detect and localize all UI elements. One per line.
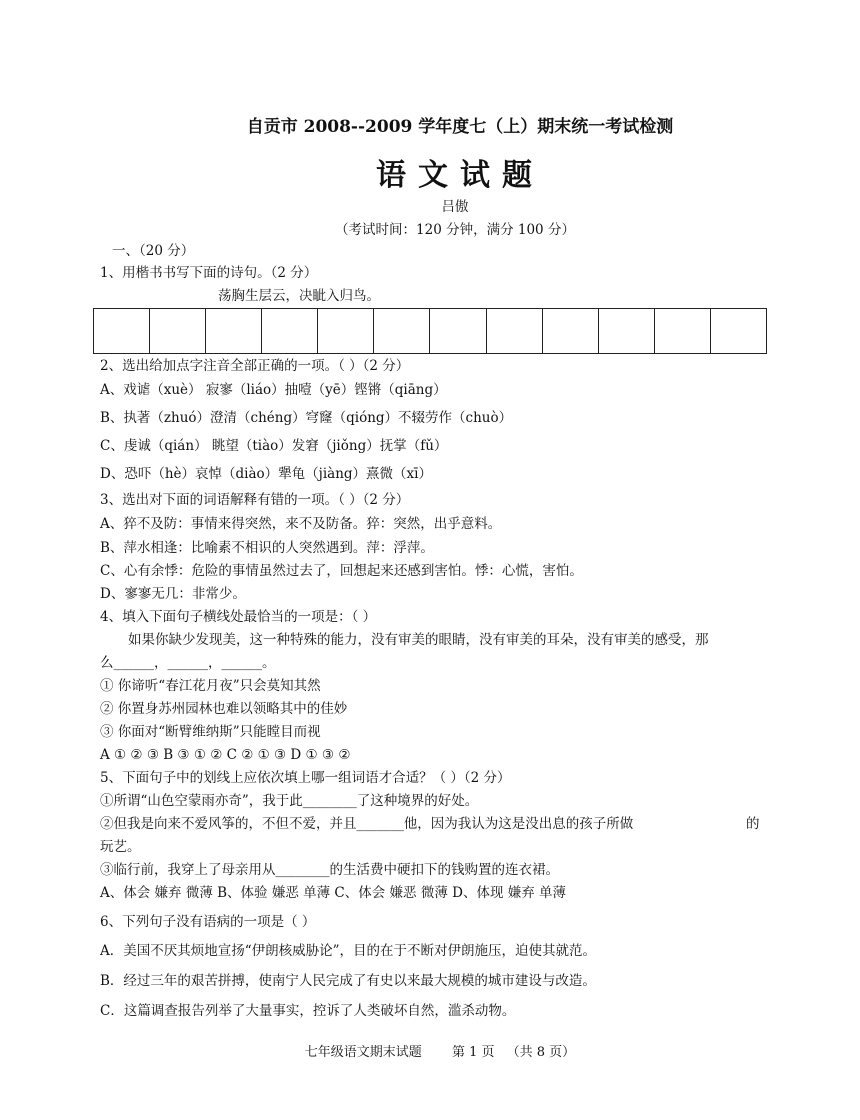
subject-title: 语文试题 — [376, 158, 544, 193]
q5-sentence-2: ②但我是向来不爱风筝的，不但不爱，并且_______他，因为我认为这是没出息的孩子所做 — [100, 816, 634, 832]
exam-info: （考试时间：120 分钟，满分 100 分） — [335, 222, 575, 238]
section-heading: 一、（20 分） — [112, 243, 195, 259]
q3-option-c: C、心有余悸：危险的事情虽然过去了，回想起来还感到害怕。悸：心慌，害怕。 — [100, 563, 583, 579]
q4-item-3: ③ 你面对“断臂维纳斯”只能瞠目而视 — [100, 724, 321, 740]
q5-choices: A、体会 嫌弃 微薄 B、体验 嫌恶 单薄 C、体会 嫌恶 微薄 D、体现 嫌弃 单薄 — [100, 885, 567, 901]
footer-course: 七年级语文期末试题 — [304, 1045, 422, 1060]
q3-option-b: B、萍水相逢：比喻素不相识的人突然遇到。萍：浮萍。 — [100, 540, 434, 556]
q5-sentence-2-end: 的 — [746, 816, 760, 832]
grid-cell[interactable] — [94, 309, 150, 353]
q1-stem: 1、用楷书书写下面的诗句。（2 分） — [100, 265, 318, 281]
q5-sentence-1: ①所谓“山色空蒙雨亦奇”，我于此________了这种境界的好处。 — [100, 793, 479, 809]
q2-option-c: C、虔诚（qián） 眺望（tiào）发窘（jiǒng）抚掌（fǔ） — [100, 438, 448, 454]
q4-item-1: ① 你谛听“春江花月夜”只会莫知其然 — [100, 678, 321, 694]
writing-grid[interactable] — [93, 308, 767, 354]
q3-stem: 3、选出对下面的词语解释有错的一项。（ ）（2 分） — [100, 492, 410, 508]
grid-cell[interactable] — [262, 309, 318, 353]
grid-cell[interactable] — [206, 309, 262, 353]
grid-cell[interactable] — [150, 309, 206, 353]
q5-sentence-3: ③临行前，我穿上了母亲用从________的生活费中硬扣下的钱购置的连衣裙。 — [100, 862, 559, 878]
q3-option-a: A、猝不及防：事情来得突然，来不及防备。猝：突然，出乎意料。 — [100, 516, 502, 532]
exam-header-title: 自贡市 2008--2009 学年度七（上）期末统一考试检测 — [246, 117, 674, 137]
grid-cell[interactable] — [711, 309, 766, 353]
q2-option-a: A、戏谑（xuè） 寂寥（liáo）抽噎（yē）铿锵（qiāng） — [100, 382, 447, 398]
q5-sentence-2-cont: 玩艺。 — [100, 839, 141, 855]
q1-poem: 荡胸生层云，决眦入归鸟。 — [218, 288, 380, 304]
q2-option-b: B、执著（zhuó）澄清（chéng）穹窿（qióng）不辍劳作（chuò） — [100, 410, 513, 426]
footer-page-number: 第 1 页 — [451, 1045, 495, 1060]
q6-stem: 6、下列句子没有语病的一项是（ ） — [100, 914, 316, 930]
grid-cell[interactable] — [318, 309, 374, 353]
q6-option-c: C．这篇调查报告列举了大量事实，控诉了人类破坏自然，滥杀动物。 — [100, 1003, 516, 1019]
q4-item-2: ② 你置身苏州园林也难以领略其中的佳妙 — [100, 701, 348, 717]
grid-cell[interactable] — [655, 309, 711, 353]
grid-cell[interactable] — [430, 309, 486, 353]
q2-option-d: D、恐吓（hè）哀悼（diào）犟龟（jiàng）熹微（xī） — [100, 466, 432, 482]
grid-cell[interactable] — [599, 309, 655, 353]
q6-option-b: B．经过三年的艰苦拼搏，使南宁人民完成了有史以来最大规模的城市建设与改造。 — [100, 973, 596, 989]
grid-cell[interactable] — [374, 309, 430, 353]
q3-option-d: D、寥寥无几：非常少。 — [100, 586, 246, 602]
q4-passage-line2: 么______，______，______。 — [100, 655, 276, 671]
q4-choices: A ① ② ③ B ③ ① ② C ② ① ③ D ① ③ ② — [100, 747, 351, 763]
q5-stem: 5、下面句子中的划线上应依次填上哪一组词语才合适？（ ）（2 分） — [100, 770, 511, 786]
author-name: 吕傲 — [441, 199, 469, 215]
q2-stem: 2、选出给加点字注音全部正确的一项。（ ）（2 分） — [100, 358, 410, 374]
q6-option-a: A．美国不厌其烦地宣扬“伊朗核威胁论”，目的在于不断对伊朗施压，迫使其就范。 — [100, 943, 597, 959]
q4-passage-line1: 如果你缺少发现美，这一种特殊的能力，没有审美的眼睛，没有审美的耳朵，没有审美的感受，那 — [128, 632, 709, 648]
page-footer — [0, 1041, 860, 1060]
footer-total-pages: （共 8 页） — [506, 1045, 576, 1060]
q4-stem: 4、填入下面句子横线处最恰当的一项是：（ ） — [100, 609, 377, 625]
grid-cell[interactable] — [543, 309, 599, 353]
grid-cell[interactable] — [487, 309, 543, 353]
